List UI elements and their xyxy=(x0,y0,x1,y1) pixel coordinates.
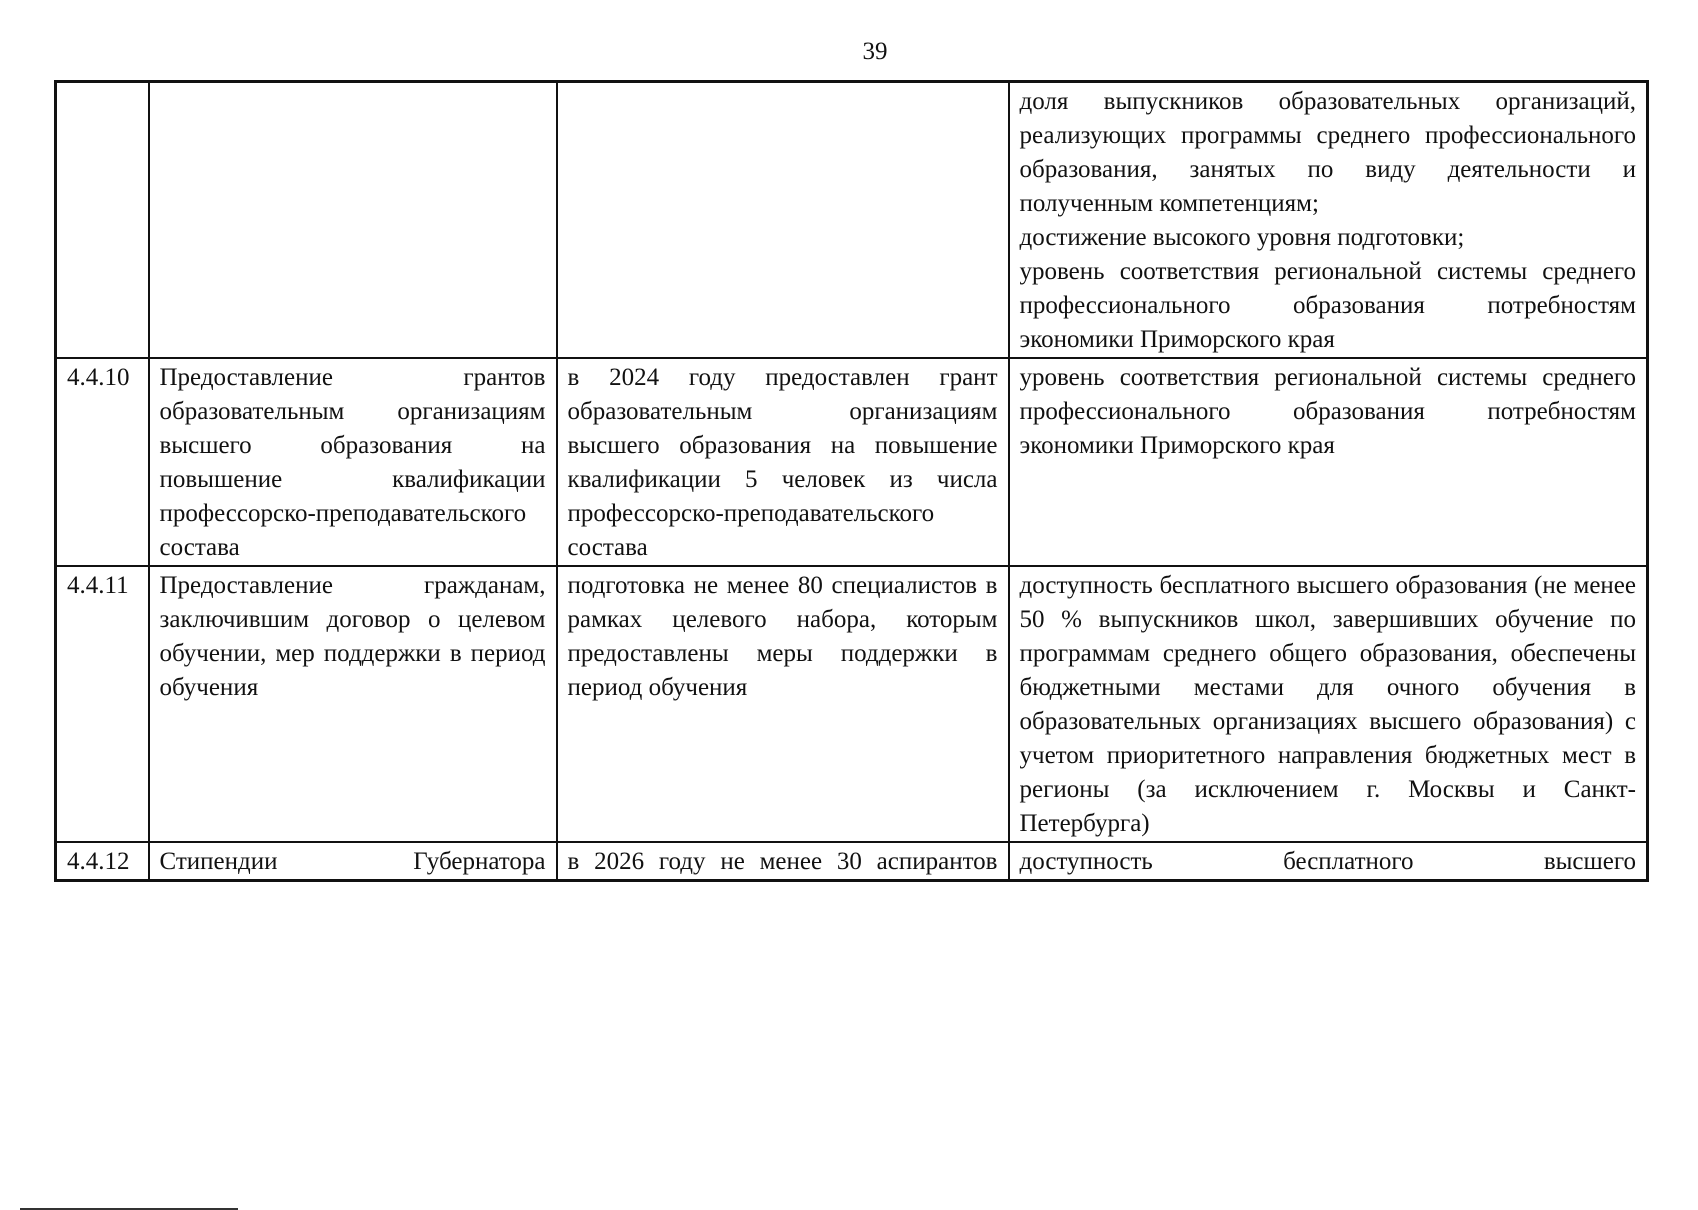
table-row xyxy=(56,358,1648,566)
result-cell: в 2026 году не менее 30 аспирантов xyxy=(557,842,1009,881)
page-number: 39 xyxy=(862,38,888,65)
row-number-cell: 4.4.10 xyxy=(56,358,149,566)
result-cell xyxy=(557,82,1009,359)
indicator-cell xyxy=(1009,566,1648,842)
table-row xyxy=(56,842,1648,881)
measures-table xyxy=(54,80,1649,882)
indicator-cell xyxy=(1009,842,1648,881)
result-cell: подготовка не менее 80 специалистов в рамках целевого набора, которым предоставлены меры поддержки в период обучения xyxy=(557,566,1009,842)
indicator-cell xyxy=(1009,358,1648,566)
indicator-paragraph: доля выпускников образовательных организаций, реализующих программы среднего профессионального образования, занятых по виду деятельности и полученным компетенциям; xyxy=(1019,88,1636,217)
measure-cell: Предоставление гражданам, заключившим договор о целевом обучении, мер поддержки в период обучения xyxy=(149,566,557,842)
measure-cell: Стипендии Губернатора xyxy=(149,842,557,881)
indicator-paragraph: доступность бесплатного высшего xyxy=(1019,848,1636,875)
row-number-cell: 4.4.12 xyxy=(56,842,149,881)
indicator-paragraph: уровень соответствия региональной системы среднего профессионального образования потребностям экономики Приморского края xyxy=(1019,258,1636,353)
indicator-paragraph: доступность бесплатного высшего образования (не менее 50 % выпускников школ, завершивших обучение по программам среднего общего образования, обеспечены бюджетными местами для очного обучения в образовательных организациях высшего образования) с учетом приоритетного направления бюджетных мест в регионы (за исключением г. Москвы и Санкт-Петербурга) xyxy=(1019,572,1636,837)
result-cell: в 2024 году предоставлен грант образовательным организациям высшего образования на повышение квалификации 5 человек из числа профессорско-преподавательского состава xyxy=(557,358,1009,566)
row-number-cell xyxy=(56,82,149,359)
measure-cell: Предоставление грантов образовательным организациям высшего образования на повышение квалификации профессорско-преподавательского состава xyxy=(149,358,557,566)
measure-cell xyxy=(149,82,557,359)
table-row xyxy=(56,566,1648,842)
indicator-paragraph: уровень соответствия региональной системы среднего профессионального образования потребностям экономики Приморского края xyxy=(1019,364,1636,459)
indicator-cell xyxy=(1009,82,1648,359)
row-number-cell: 4.4.11 xyxy=(56,566,149,842)
indicator-paragraph: достижение высокого уровня подготовки; xyxy=(1019,224,1465,251)
table-row xyxy=(56,82,1648,359)
